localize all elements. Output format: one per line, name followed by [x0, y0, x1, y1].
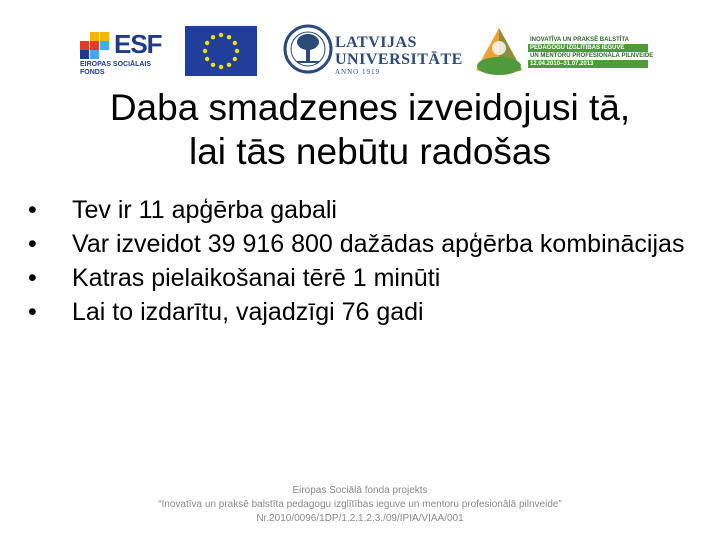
footer — [60, 484, 660, 526]
footer-line: “Inovatīva un praksē balstīta pedagogu izglītības ieguve un mentoru profesionālā pilnveide” — [158, 499, 562, 510]
esf-wordmark: ESF — [114, 29, 162, 59]
university-founding-year: ANNO 1919 — [335, 68, 380, 76]
eu-star-icon — [219, 33, 223, 37]
eu-star-icon — [205, 57, 209, 61]
eu-star-icon — [235, 49, 239, 53]
eu-star-icon — [205, 41, 209, 45]
footer-line: Eiropas Sociālā fonda projekts — [292, 485, 428, 496]
esf-logo — [80, 28, 170, 80]
bullet-list — [28, 196, 688, 332]
project-title: INOVATĪVA UN PRAKSĒ BALSTĪTA PEDAGOGU IZGLĪTĪBAS IEGUVE UN MENTORU PROFESIONĀLĀ PILNVEIDE 12.04.2010–31.07.2013 — [530, 37, 654, 67]
project-logo — [472, 24, 652, 80]
university-seal-icon — [283, 24, 333, 74]
logo-bar — [0, 22, 720, 82]
university-name: LATVIJAS UNIVERSITĀTE — [335, 34, 463, 68]
eu-flag-icon — [185, 26, 257, 76]
project-emblem-icon — [472, 24, 526, 78]
eu-star-icon — [233, 41, 237, 45]
list-item: • Var izveidot 39 916 800 dažādas apģērba kombinācijas — [28, 230, 685, 258]
eu-star-icon — [203, 49, 207, 53]
latvian-university-logo — [283, 24, 463, 82]
esf-mark-icon — [80, 32, 110, 58]
esf-subtitle: EIROPAS SOCIĀLAIS FONDS — [80, 61, 152, 76]
eu-star-icon — [211, 63, 215, 67]
footer-line: Nr.2010/0096/1DP/1.2.1.2.3./09/IPIA/VIAA/001 — [256, 513, 464, 524]
list-item: • Tev ir 11 apģērba gabali — [28, 196, 337, 224]
eu-star-icon — [211, 35, 215, 39]
eu-star-icon — [227, 63, 231, 67]
list-item: • Katras pielaikošanai tērē 1 minūti — [28, 264, 441, 292]
eu-star-icon — [227, 35, 231, 39]
eu-star-icon — [233, 57, 237, 61]
list-item: • Lai to izdarītu, vajadzīgi 76 gadi — [28, 298, 424, 326]
slide-title: Daba smadzenes izveidojusi tā, lai tās nebūtu radošas — [109, 87, 631, 172]
eu-star-icon — [219, 65, 223, 69]
